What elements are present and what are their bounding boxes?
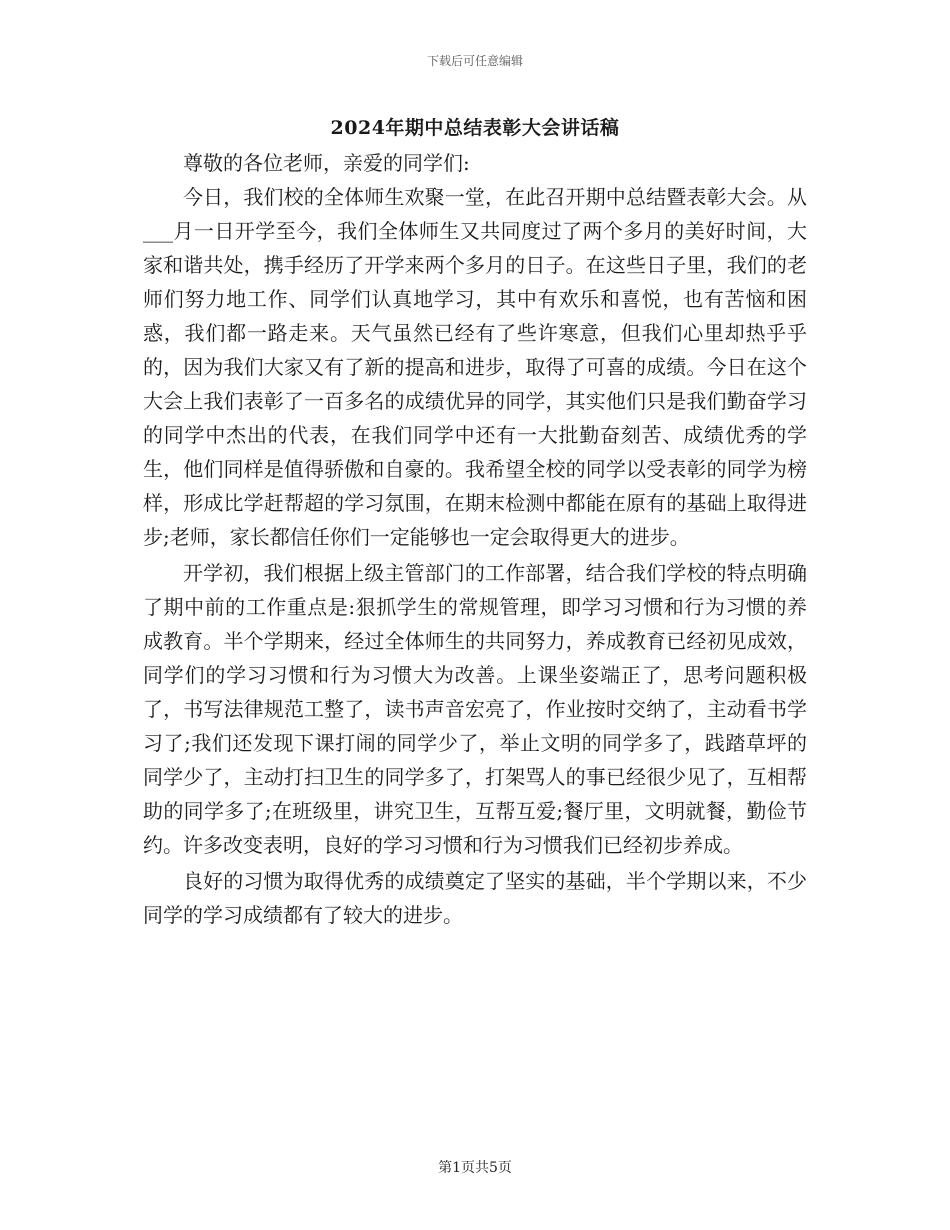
paragraph-1: 今日，我们校的全体师生欢聚一堂，在此召开期中总结暨表彰大会。从___月一日开学至今，我们全体师生又共同度过了两个多月的美好时间，大家和谐共处，携手经历了开学来两个多月的日子。在这些日子里，我们的老师们努力地工作、同学们认真地学习，其中有欢乐和喜悦，也有苦恼和困惑，我们都一路走来。天气虽然已经有了些许寒意，但我们心里却热乎乎的，因为我们大家又有了新的提高和进步，取得了可喜的成绩。今日在这个大会上我们表彰了一百多名的成绩优异的同学，其实他们只是我们勤奋学习的同学中杰出的代表，在我们同学中还有一大批勤奋刻苦、成绩优秀的学生，他们同样是值得骄傲和自豪的。我希望全校的同学以受表彰的同学为榜样，形成比学赶帮超的学习氛围，在期末检测中都能在原有的基础上取得进步;老师，家长都信任你们一定能够也一定会取得更大的进步。 (143, 185, 807, 549)
paragraph-3: 良好的习惯为取得优秀的成绩奠定了坚实的基础，半个学期以来，不少同学的学习成绩都有了较大的进步。 (143, 869, 807, 927)
document-title: 2024年期中总结表彰大会讲话稿 (330, 117, 620, 139)
salutation: 尊敬的各位老师，亲爱的同学们: (183, 151, 470, 175)
page-number-footer: 第1页共5页 (438, 1160, 512, 1176)
document-body (143, 146, 807, 932)
page-header-note: 下载后可任意编辑 (426, 54, 523, 68)
paragraph-2: 开学初，我们根据上级主管部门的工作部署，结合我们学校的特点明确了期中前的工作重点是:狠抓学生的常规管理，即学习习惯和行为习惯的养成教育。半个学期来，经过全体师生的共同努力，养成教育已经初见成效，同学们的学习习惯和行为习惯大为改善。上课坐姿端正了，思考问题积极了，书写法律规范工整了，读书声音宏亮了，作业按时交纳了，主动看书学习了;我们还发现下课打闹的同学少了，举止文明的同学多了，践踏草坪的同学少了，主动打扫卫生的同学多了，打架骂人的事已经很少见了，互相帮助的同学多了;在班级里，讲究卫生，互帮互爱;餐厅里，文明就餐，勤俭节约。许多改变表明，良好的学习习惯和行为习惯我们已经初步养成。 (143, 561, 807, 857)
